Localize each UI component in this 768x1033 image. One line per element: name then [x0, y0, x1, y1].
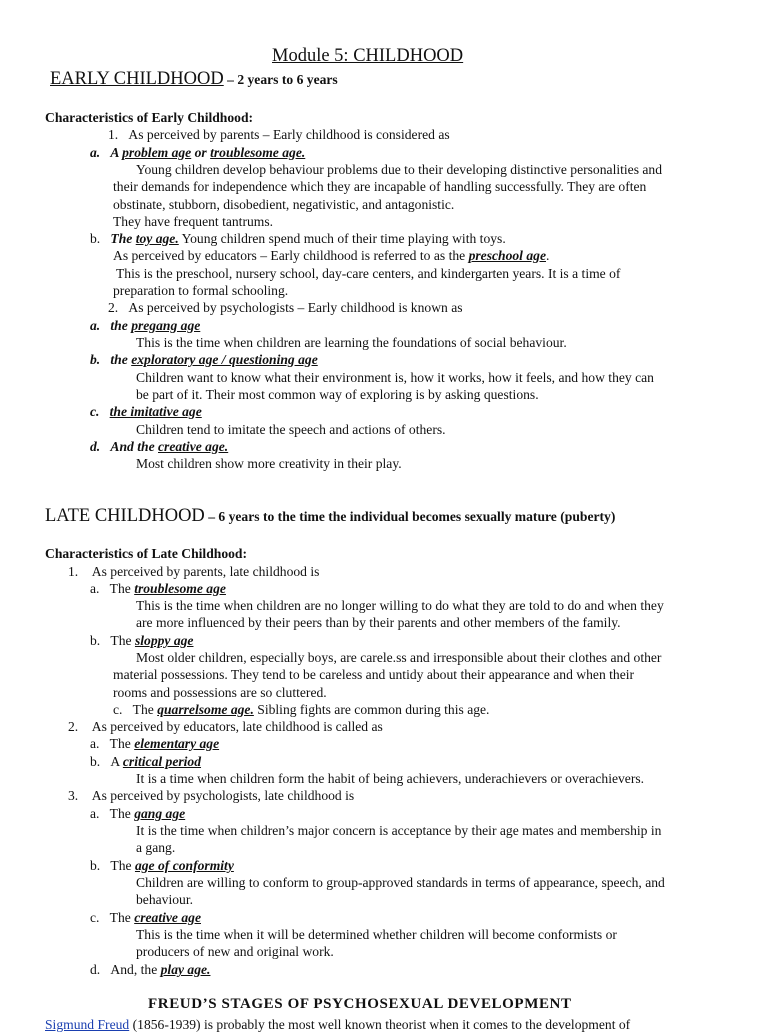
paragraph-line: material possessions. They tend to be careless and untidy about their appearance and when their — [113, 667, 635, 682]
list-marker: d. — [90, 962, 101, 977]
late-item-3a: a. The gang age — [90, 806, 186, 821]
list-marker: b. — [90, 633, 101, 648]
late-childhood-heading: LATE CHILDHOOD — [45, 506, 205, 526]
list-marker: a. — [90, 736, 100, 751]
list-marker: b. — [90, 858, 101, 873]
late-item-3: 3. As perceived by psychologists, late childhood is — [68, 788, 355, 803]
paragraph-line: be part of it. Their most common way of exploring is by asking questions. — [136, 387, 539, 402]
late-item-3d: d. And, the play age. — [90, 962, 211, 977]
paragraph-line: Children want to know what their environment is, how it works, how it feels, and how they can — [136, 370, 654, 385]
term-pregang-age: pregang age — [131, 318, 201, 333]
late-childhood-range: – 6 years to the time the individual becomes sexually mature (puberty) — [204, 509, 616, 524]
term-preschool-age: preschool age — [468, 248, 546, 263]
paragraph-line: This is the preschool, nursery school, day-care centers, and kindergarten years. It is a time of — [116, 266, 621, 281]
late-childhood-heading-row — [45, 506, 615, 527]
early-educators-line: As perceived by educators – Early childhood is referred to as the preschool age. — [113, 248, 550, 263]
late-characteristics-heading: Characteristics of Late Childhood: — [45, 546, 248, 561]
term-critical-period: critical period — [122, 754, 202, 769]
paragraph-line: behaviour. — [136, 892, 194, 907]
early-childhood-heading-row — [50, 69, 338, 90]
late-item-2b: b. A critical period — [90, 754, 202, 769]
late-item-2: 2. As perceived by educators, late childhood is called as — [68, 719, 383, 734]
list-marker: 2. — [108, 300, 119, 315]
term-problem-age: problem age — [122, 145, 192, 160]
term-troublesome-age: troublesome age. — [210, 145, 306, 160]
early-item-2: 2. As perceived by psychologists – Early childhood is known as — [108, 300, 463, 315]
list-marker: a. — [90, 581, 100, 596]
term-troublesome-age-late: troublesome age — [134, 581, 226, 596]
paragraph-line: their demands for independence which they are incapable of handling successfully. They are often — [113, 179, 647, 194]
term-toy-age: toy age. — [135, 231, 179, 246]
paragraph-line: Children are willing to conform to group-approved standards in terms of appearance, speech, and — [136, 875, 665, 890]
term-imitative-age: the imitative age — [109, 404, 202, 419]
late-item-3b: b. The age of conformity — [90, 858, 234, 873]
term-creative-age-late: creative age — [134, 910, 201, 925]
list-marker: 1. — [108, 127, 119, 142]
paragraph-line: obstinate, stubborn, disobedient, negativistic, and antagonistic. — [113, 197, 455, 212]
list-marker: a. — [90, 806, 100, 821]
term-creative-age: creative age. — [158, 439, 229, 454]
page-title: Module 5: CHILDHOOD — [272, 46, 464, 66]
paragraph-line: rooms and possessions are so cluttered. — [113, 685, 327, 700]
paragraph-line: Most children show more creativity in their play. — [136, 456, 402, 471]
early-item-1a: a. A problem age or troublesome age. — [90, 145, 306, 160]
list-marker: a. — [90, 318, 101, 333]
late-item-3c: c. The creative age — [90, 910, 201, 925]
late-item-1a: a. The troublesome age — [90, 581, 226, 596]
paragraph-line: Children tend to imitate the speech and actions of others. — [136, 422, 446, 437]
early-characteristics-heading: Characteristics of Early Childhood: — [45, 110, 254, 125]
list-marker: a. — [90, 145, 101, 160]
paragraph-line: Young children develop behaviour problems due to their developing distinctive personalities and — [136, 162, 663, 177]
paragraph-line: are more influenced by their peers than by their parents and other members of the family. — [136, 615, 621, 630]
paragraph-line: Most older children, especially boys, are carele.ss and irresponsible about their clothes and other — [136, 650, 662, 665]
late-item-1b: b. The sloppy age — [90, 633, 194, 648]
sigmund-freud-link[interactable]: Sigmund Freud — [45, 1017, 130, 1032]
term-elementary-age: elementary age — [134, 736, 220, 751]
list-marker: b. — [90, 352, 101, 367]
term-quarrelsome-age: quarrelsome age. — [157, 702, 254, 717]
paragraph-line: This is the time when children are no longer willing to do what they are told to do and when they — [136, 598, 664, 613]
early-item-2a: a. the pregang age — [90, 318, 201, 333]
early-item-2d: d. And the creative age. — [90, 439, 229, 454]
list-marker: c. — [90, 404, 100, 419]
list-marker: b. — [90, 231, 101, 246]
term-play-age: play age. — [160, 962, 211, 977]
early-childhood-heading: EARLY CHILDHOOD — [50, 69, 224, 89]
term-age-of-conformity: age of conformity — [134, 858, 234, 873]
early-childhood-range: – 2 years to 6 years — [223, 72, 338, 87]
paragraph-line: They have frequent tantrums. — [113, 214, 274, 229]
early-parents-text: As perceived by parents – Early childhood is considered as — [128, 127, 450, 142]
early-item-2b: b. the exploratory age / questioning age — [90, 352, 318, 367]
freud-intro-line: Sigmund Freud (1856-1939) is probably the most well known theorist when it comes to the development of — [45, 1017, 631, 1032]
late-item-1: 1. As perceived by parents, late childhood is — [68, 564, 320, 579]
list-marker: c. — [90, 910, 100, 925]
paragraph-line: It is the time when children’s major concern is acceptance by their age mates and membership in — [136, 823, 662, 838]
term-exploratory-age: exploratory age / questioning age — [131, 352, 318, 367]
freud-heading: FREUD’S STAGES OF PSYCHOSEXUAL DEVELOPMENT — [148, 996, 572, 1012]
early-item-2c — [90, 403, 202, 420]
paragraph-line: preparation to formal schooling. — [113, 283, 289, 298]
paragraph-line: This is the time when it will be determined whether children will become conformists or — [136, 927, 617, 942]
term-gang-age: gang age — [134, 806, 186, 821]
late-item-2a: a. The elementary age — [90, 736, 220, 751]
list-marker: 1. — [68, 564, 79, 579]
paragraph-line: a gang. — [136, 840, 176, 855]
paragraph-line: producers of new and original work. — [136, 944, 334, 959]
list-marker: c. — [113, 702, 123, 717]
early-item-1b: b. The toy age. Young children spend much of their time playing with toys. — [90, 231, 506, 246]
list-marker: d. — [90, 439, 101, 454]
list-marker: 2. — [68, 719, 79, 734]
list-marker: b. — [90, 754, 101, 769]
paragraph-line: This is the time when children are learning the foundations of social behaviour. — [136, 335, 567, 350]
late-item-1c: c. The quarrelsome age. Sibling fights are common during this age. — [113, 702, 490, 717]
early-item-1 — [108, 126, 450, 143]
list-marker: 3. — [68, 788, 79, 803]
term-sloppy-age: sloppy age — [134, 633, 194, 648]
paragraph-line: It is a time when children form the habit of being achievers, underachievers or overachievers. — [136, 771, 645, 786]
